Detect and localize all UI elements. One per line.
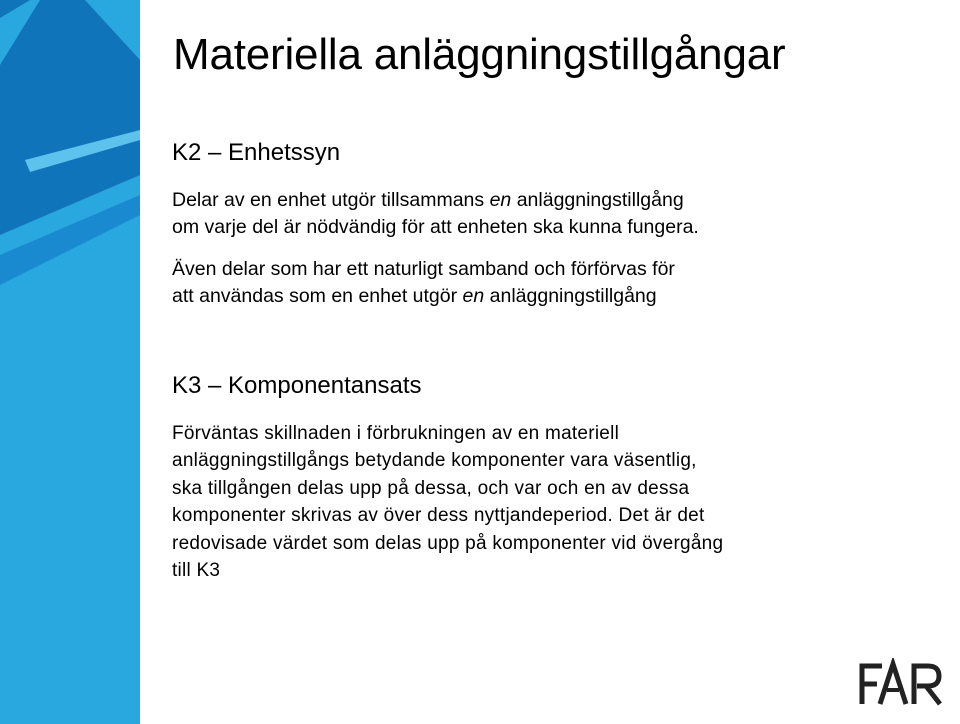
k2-paragraph-2: [172, 256, 675, 309]
k3-paragraph: [172, 420, 723, 584]
k2-paragraph-1-line-2: om varje del är nödvändig för att enheten ska kunna fungera.: [172, 215, 699, 238]
k2-emphasis-en-2: en: [462, 284, 485, 307]
k3-line: till K3: [172, 560, 221, 582]
k2-paragraph-1: [172, 187, 699, 240]
k2-heading: K2 – Enhetssyn: [172, 139, 341, 166]
k2-emphasis-en: en: [489, 189, 512, 211]
k3-heading: K3 – Komponentansats: [172, 372, 422, 399]
k3-line: komponenter skrivas av över dess nyttjandeperiod. Det är det: [172, 505, 705, 527]
k2-paragraph-1-line-1: Delar av en enhet utgör tillsammans en anläggningstillgång: [172, 189, 684, 211]
k2-paragraph-2-line-2: att användas som en enhet utgör en anläggningstillgång: [172, 284, 657, 307]
k3-line: anläggningstillgångs betydande komponenter vara väsentlig,: [172, 450, 697, 472]
k3-line: redovisade värdet som delas upp på komponenter vid övergång: [172, 532, 724, 554]
k3-line: ska tillgången delas upp på dessa, och var och en av dessa: [172, 477, 690, 499]
far-logo: [858, 658, 944, 708]
k2-paragraph-2-line-1: Även delar som har ett naturligt samband och förförvas för: [172, 258, 675, 280]
decorative-side-band: [0, 0, 140, 724]
k3-line: Förväntas skillnaden i förbrukningen av en materiell: [172, 423, 620, 444]
slide-title: Materiella anläggningstillgångar: [173, 30, 786, 79]
